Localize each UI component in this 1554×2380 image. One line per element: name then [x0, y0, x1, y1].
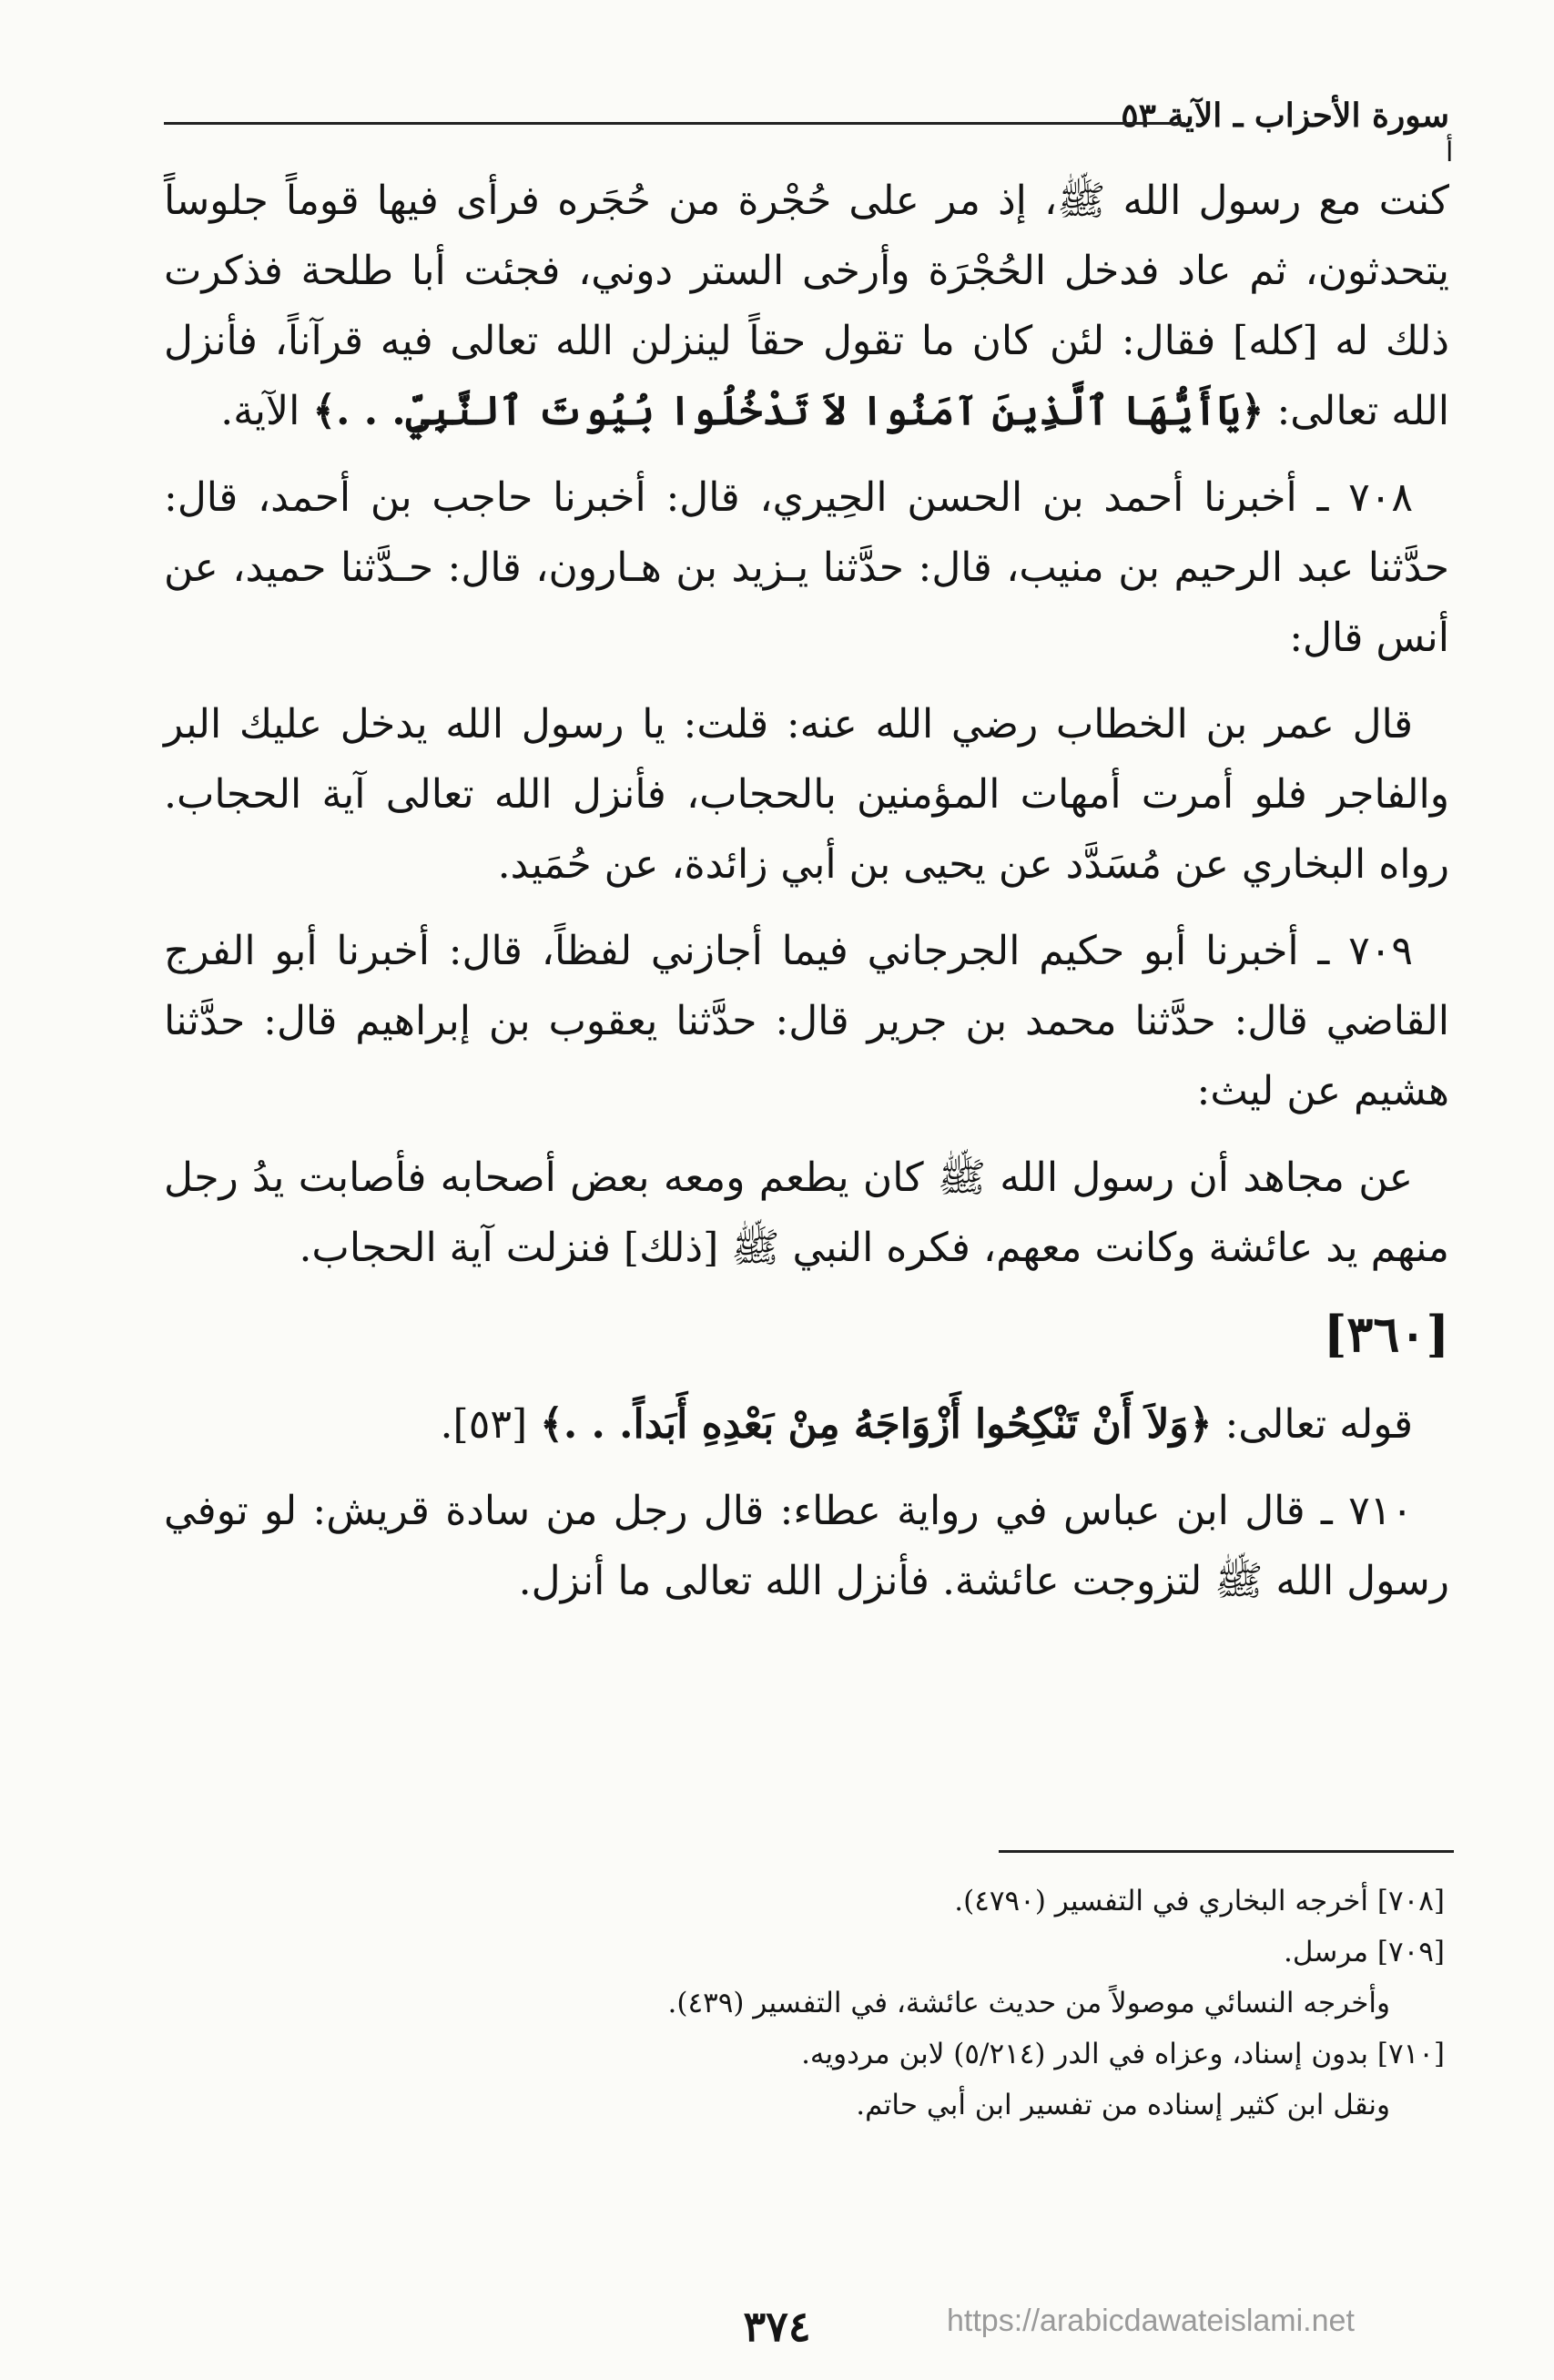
footnote-709: [٧٠٩] مرسل.	[1283, 1936, 1445, 1968]
hadith-710: ٧١٠ ـ قال ابن عباس في رواية عطاء: قال رجل من سادة قريش: لو توفي رسول الله ﷺ لتزوجت عائشة. فأنزل الله تعالى ما أنزل.	[164, 1488, 1449, 1604]
verse-heading	[164, 1389, 1449, 1460]
page-number: ٣٧٤	[743, 2302, 811, 2351]
quran-verse-2: ﴿وَلاَ أَنْ تَنْكِحُوا أَزْوَاجَهُ مِنْ بَعْدِهِ أَبَداً. . .﴾	[540, 1401, 1213, 1448]
footnote-rule	[999, 1850, 1454, 1853]
footnote-710: [٧١٠] بدون إسناد، وعزاه في الدر (٥/٢١٤) لابن مردويه.	[801, 2038, 1445, 2070]
hadith-709: ٧٠٩ ـ أخبرنا أبو حكيم الجرجاني فيما أجازني لفظاً، قال: أخبرنا أبو الفرج القاضي قال: حدَّثنا محمد بن جرير قال: حدَّثنا يعقوب بن إبراهيم قال: حدَّثنا هشيم عن ليث:	[164, 928, 1449, 1114]
section-number: [٣٦٠]	[1323, 1305, 1449, 1363]
verse-heading-intro: قوله تعالى:	[1224, 1401, 1413, 1448]
hadith-708: ٧٠٨ ـ أخبرنا أحمد بن الحسن الحِيري، قال: أخبرنا حاجب بن أحمد، قال: حدَّثنا عبد الرحيم بن منيب، قال: حدَّثنا يـزيد بن هـارون، قال: حـدَّثنا حميد، عن أنس قال:	[164, 474, 1449, 661]
paragraph-3: قال عمر بن الخطاب رضي الله عنه: قلت: يا رسول الله يدخل عليك البر والفاجر فلو أمرت أمهات المؤمنين بالحجاب، فأنزل الله تعالى آية الحجاب. رواه البخاري عن مُسَدَّد عن يحيى بن أبي زائدة، عن حُمَيد.	[164, 701, 1449, 888]
footnotes	[237, 1876, 1445, 2131]
paragraph-1-text: كنت مع رسول الله ﷺ، إذ مر على حُجْرة من حُجَره فرأى فيها قوماً جلوساً يتحدثون، ثم عاد فدخل الحُجْرَة وأرخى الستر دوني، فجئت أبا طلحة فذكرت ذلك له [كله] فقال: لئن كان ما تقول حقاً لينزلن الله تعالى فيه قرآناً، فأنزل الله تعالى:	[164, 178, 1450, 434]
paragraph-1-end: الآية.	[220, 388, 300, 434]
margin-mark: أ	[1446, 137, 1454, 168]
running-header	[164, 91, 1449, 137]
main-text	[164, 166, 1449, 1632]
paragraph-5: عن مجاهد أن رسول الله ﷺ كان يطعم ومعه بعض أصحابه فأصابت يدُ رجل منهم يد عائشة وكانت معهم، فكره النبي ﷺ [ذلك] فنزلت آية الحجاب.	[164, 1154, 1449, 1271]
quran-verse-1: ﴿يَاأَيُّهَا ٱلَّذِينَ آمَنُوا لاَ تَدْخُلُوا بُيُوتَ ٱلنَّبِيِّ. . .﴾	[312, 388, 1265, 434]
watermark: https://arabicdawateislami.net	[947, 2304, 1355, 2338]
header-rule	[164, 122, 1185, 125]
footnote-709-continued: وأخرجه النسائي موصولاً من حديث عائشة، في التفسير (٤٣٩).	[667, 1987, 1390, 2019]
footnote-710-continued: ونقل ابن كثير إسناده من تفسير ابن أبي حاتم.	[856, 2089, 1390, 2121]
footnote-708: [٧٠٨] أخرجه البخاري في التفسير (٤٧٩٠).	[954, 1885, 1445, 1917]
paragraph-1	[164, 166, 1449, 446]
verse-heading-ref: [٥٣].	[440, 1401, 528, 1448]
header-title: سورة الأحزاب ـ الآية ٥٣	[1121, 97, 1449, 135]
